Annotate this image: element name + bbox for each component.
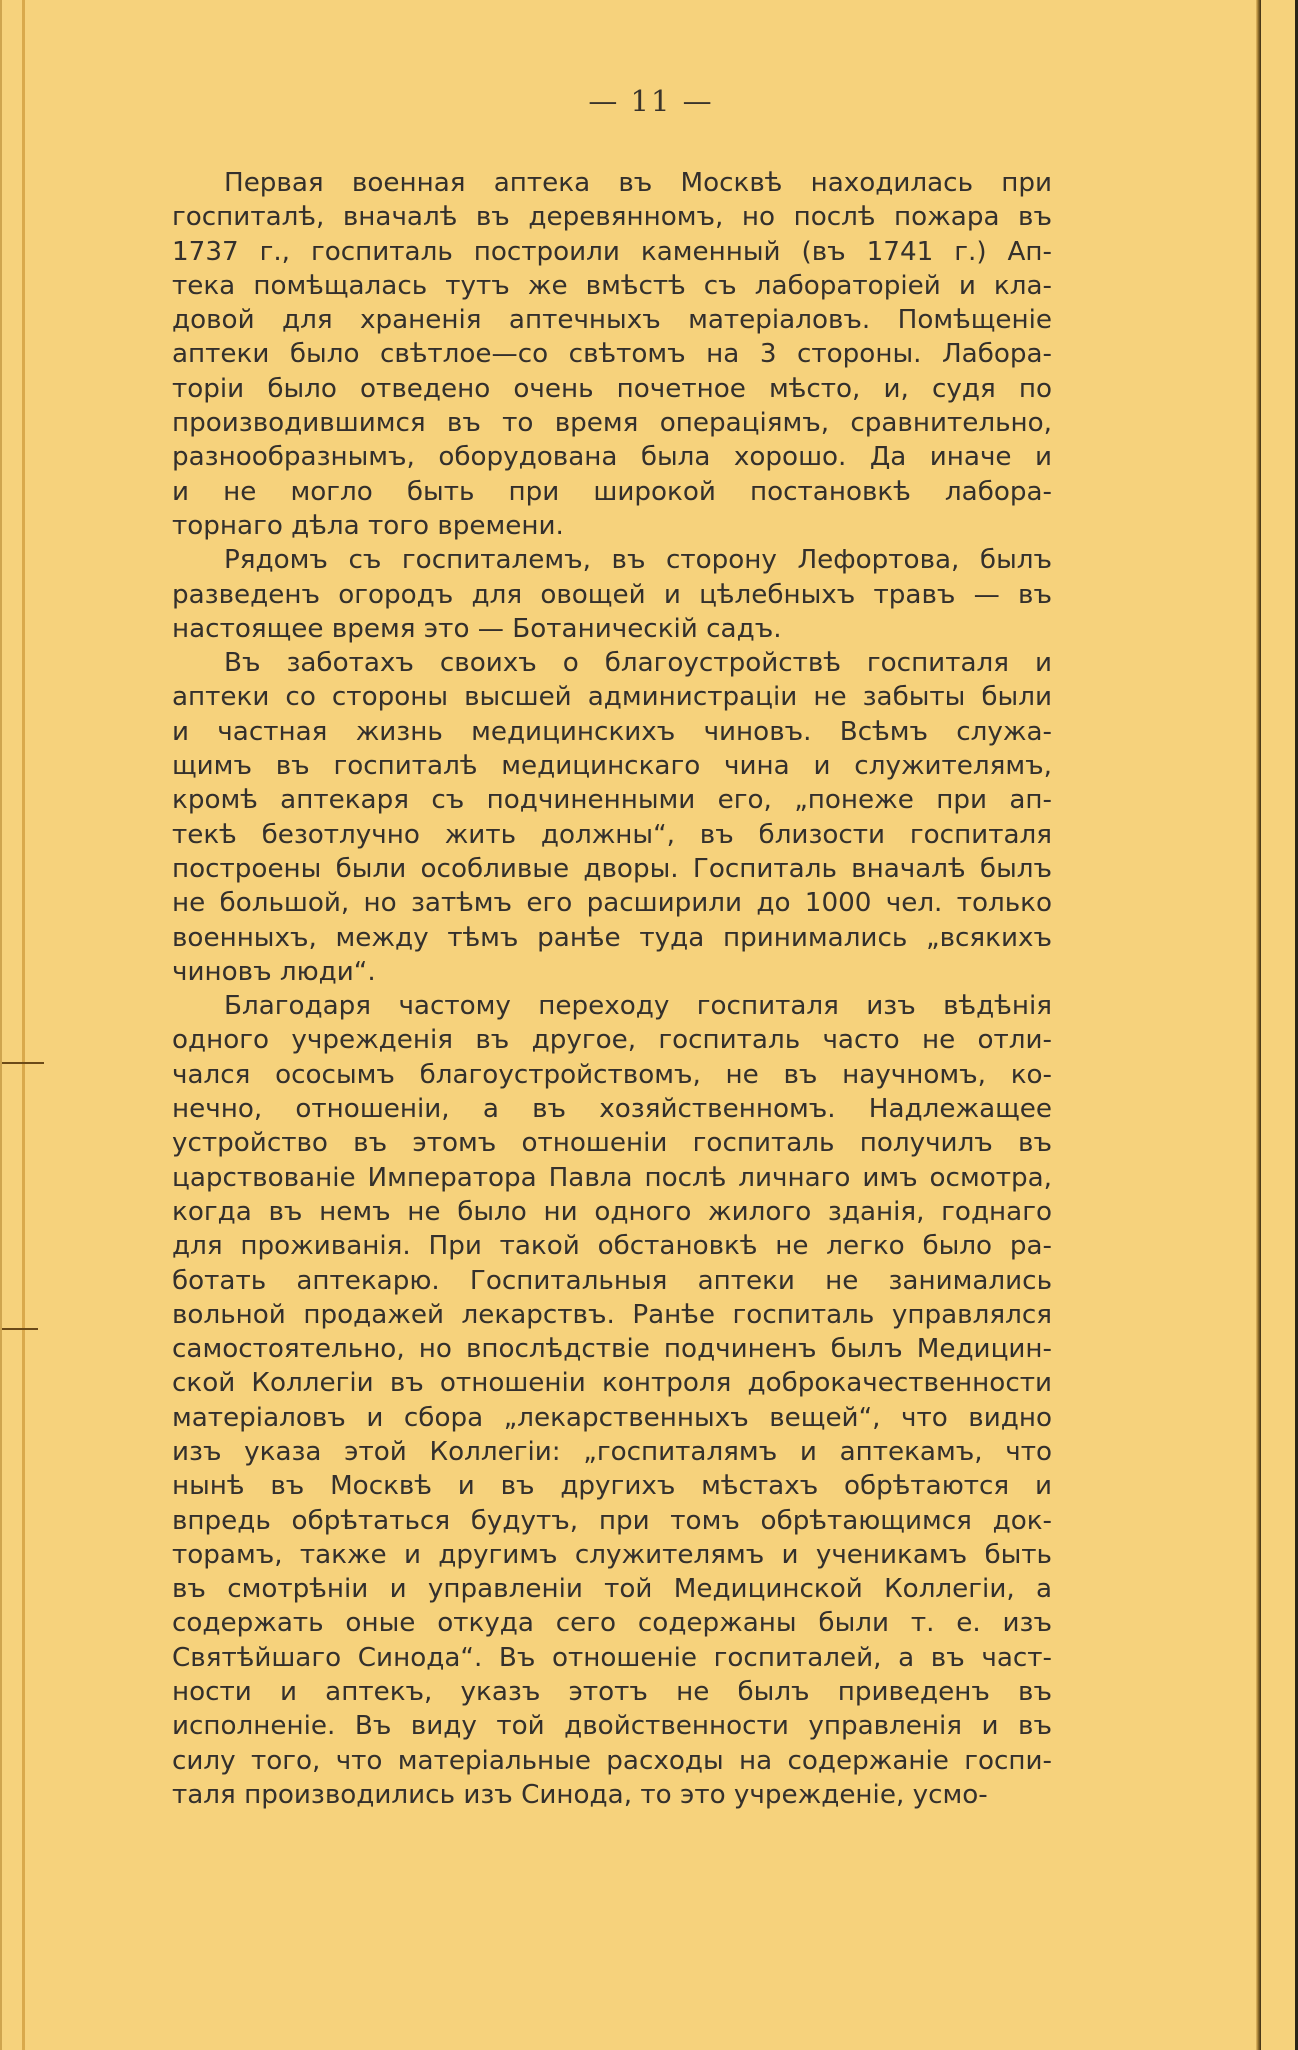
text-line: нечно, отношеніи, а въ хозяйственномъ. Надлежащее	[172, 1094, 1052, 1125]
text-line: аптеки было свѣтлое—со свѣтомъ на 3 стороны. Лабора-	[172, 339, 1052, 370]
text-line: не большой, но затѣмъ его расширили до 1000 чел. только	[172, 888, 1052, 919]
body-text	[172, 166, 1052, 1812]
text-line: довой для храненія аптечныхъ матеріаловъ. Помѣщеніе	[172, 305, 1052, 336]
text-line: Рядомъ съ госпиталемъ, въ сторону Лефортова, былъ	[224, 545, 1052, 576]
margin-mark	[2, 1062, 44, 1064]
text-line: изъ указа этой Коллегіи: „госпиталямъ и аптекамъ, что	[172, 1436, 1052, 1467]
page-number: — 11 —	[588, 84, 714, 118]
text-line: настоящее время это — Ботаническій садъ.	[172, 613, 782, 644]
text-line: разнообразнымъ, оборудована была хорошо. Да иначе и	[172, 442, 1052, 473]
text-line: когда въ немъ не было ни одного жилого зданія, годнаго	[172, 1196, 1052, 1227]
text-line: исполненіе. Въ виду той двойственности управленія и въ	[172, 1711, 1052, 1742]
text-line: Первая военная аптека въ Москвѣ находилась при	[224, 168, 1052, 198]
text-line: ности и аптекъ, указъ этотъ не былъ приведенъ въ	[172, 1677, 1052, 1708]
paragraph	[172, 166, 1052, 543]
page-binding-edge	[22, 0, 25, 2050]
text-line: Въ заботахъ своихъ о благоустройствѣ госпиталя и	[224, 648, 1052, 679]
text-line: военныхъ, между тѣмъ ранѣе туда принимались „всякихъ	[172, 922, 1052, 953]
text-line: текѣ безотлучно жить должны“, въ близости госпиталя	[172, 819, 1052, 850]
text-line: разведенъ огородъ для овощей и цѣлебныхъ травъ — въ	[172, 579, 1052, 610]
text-line: тека помѣщалась тутъ же вмѣстѣ съ лабораторіей и кла-	[172, 270, 1052, 301]
text-line: ботать аптекарю. Госпитальныя аптеки не занимались	[172, 1265, 1052, 1296]
page-outer-edge	[1256, 0, 1261, 2050]
text-line: чиновъ люди“.	[172, 956, 376, 987]
text-line: щимъ въ госпиталѣ медицинскаго чина и служителямъ,	[172, 751, 1052, 782]
text-line: построены были особливые дворы. Госпиталь вначалѣ былъ	[172, 853, 1052, 884]
text-line: производившимся въ то время операціямъ, сравнительно,	[172, 408, 1052, 439]
text-line: нынѣ въ Москвѣ и въ другихъ мѣстахъ обрѣтаются и	[172, 1471, 1052, 1502]
text-line: Святѣйшаго Синода“. Въ отношеніе госпиталей, а въ част-	[172, 1642, 1052, 1673]
text-line: таля производились изъ Синода, то это учрежденіе, усмо-	[172, 1779, 988, 1810]
text-line: кромѣ аптекаря съ подчиненными его, „понеже при ап-	[172, 785, 1052, 816]
text-line: аптеки со стороны высшей администраціи не забыты были	[172, 682, 1052, 713]
text-line: 1737 г., госпиталь построили каменный (въ 1741 г.) Ап-	[172, 236, 1052, 267]
text-line: царствованіе Императора Павла послѣ личнаго имъ осмотра,	[172, 1162, 1052, 1193]
paragraph	[172, 543, 1052, 646]
text-line: госпиталѣ, вначалѣ въ деревянномъ, но послѣ пожара въ	[172, 202, 1052, 233]
text-line: самостоятельно, но впослѣдствіе подчиненъ былъ Медицин-	[172, 1334, 1052, 1365]
text-line: чался ососымъ благоустройствомъ, не въ научномъ, ко-	[172, 1059, 1052, 1090]
text-line: торамъ, также и другимъ служителямъ и ученикамъ быть	[172, 1539, 1052, 1570]
margin-mark	[2, 1328, 38, 1330]
text-line: содержать оные откуда сего содержаны были т. е. изъ	[172, 1608, 1052, 1639]
text-line: силу того, что матеріальные расходы на содержаніе госпи-	[172, 1745, 1052, 1776]
text-line: одного учрежденія въ другое, госпиталь часто не отли-	[172, 1025, 1052, 1056]
text-line: матеріаловъ и сбора „лекарственныхъ вещей“, что видно	[172, 1402, 1052, 1433]
paragraph	[172, 646, 1052, 989]
text-line: устройство въ этомъ отношеніи госпиталь получилъ въ	[172, 1128, 1052, 1159]
text-line: впредь обрѣтаться будутъ, при томъ обрѣтающимся док-	[172, 1505, 1052, 1536]
text-line: и частная жизнь медицинскихъ чиновъ. Всѣмъ служа-	[172, 716, 1052, 747]
text-line: торіи было отведено очень почетное мѣсто, и, судя по	[172, 373, 1052, 404]
text-line: Благодаря частому переходу госпиталя изъ вѣдѣнія	[224, 991, 1052, 1022]
paragraph	[172, 989, 1052, 1812]
text-line: и не могло быть при широкой постановкѣ лабора-	[172, 476, 1052, 507]
text-line: для проживанія. При такой обстановкѣ не легко было ра-	[172, 1231, 1052, 1262]
text-line: вольной продажей лекарствъ. Ранѣе госпиталь управлялся	[172, 1299, 1052, 1330]
text-line: торнаго дѣла того времени.	[172, 510, 564, 541]
text-line: ской Коллегіи въ отношеніи контроля доброкачественности	[172, 1368, 1052, 1399]
text-line: въ смотрѣніи и управленіи той Медицинской Коллегіи, а	[172, 1574, 1052, 1605]
